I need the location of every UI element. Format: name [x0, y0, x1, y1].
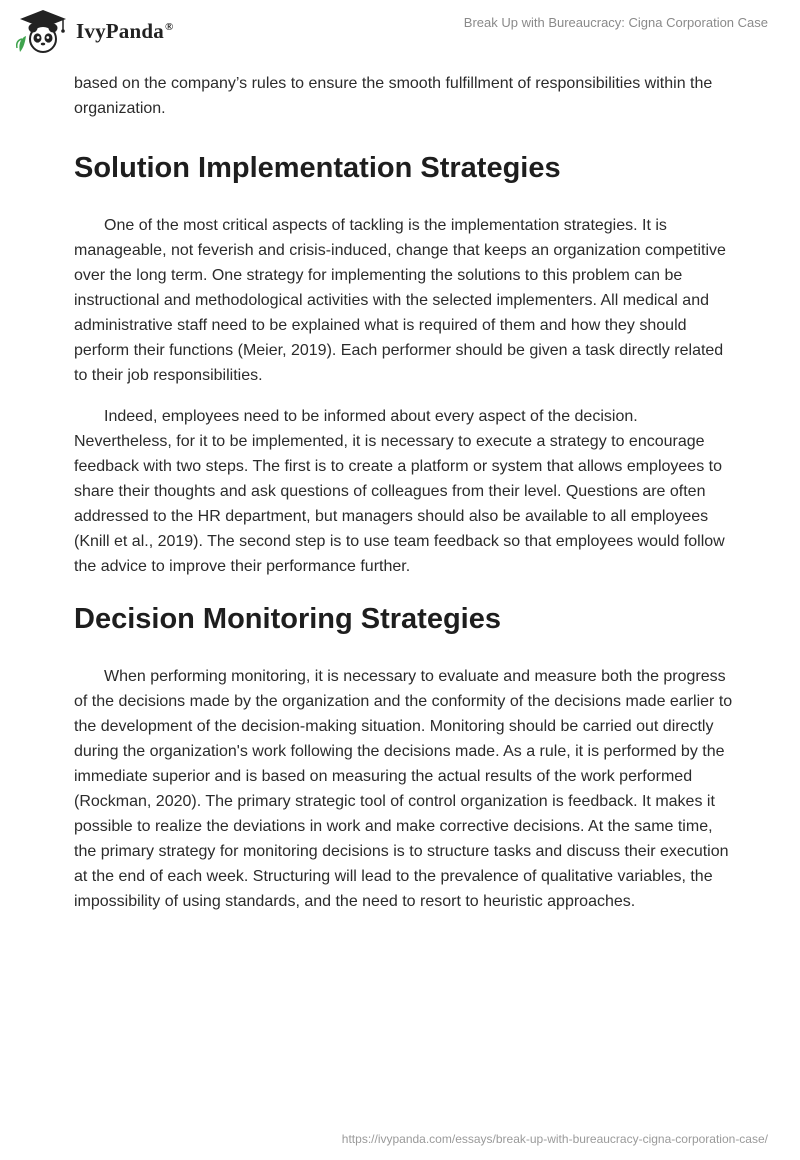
- ivypanda-logo[interactable]: [14, 8, 173, 54]
- page-header: [0, 0, 800, 60]
- paragraph: One of the most critical aspects of tackling is the implementation strategies. It is manageable, not feverish and crisis-induced, change that keeps an organization competitive over the long term. One strategy for implementing the solutions to this problem can be instructional and methodological activities with the selected implementers. All medical and administrative staff need to be explained what is required of them and how they should perform their functions (Meier, 2019). Each performer should be given a task directly related to their job responsibilities.: [74, 217, 726, 384]
- source-url[interactable]: https://ivypanda.com/essays/break-up-with-bureaucracy-cigna-corporation-case/: [341, 1132, 768, 1146]
- paragraph: Indeed, employees need to be informed about every aspect of the decision. Nevertheless, for it to be implemented, it is necessary to execute a strategy to encourage feedback with two steps. The first is to create a platform or system that allows employees to share their thoughts and ask questions of colleagues from their level. Questions are often addressed to the HR department, but managers should also be available to all employees (Knill et al., 2019). The second step is to use team feedback so that employees would follow the advice to improve their performance further.: [74, 408, 725, 575]
- document-title: Break Up with Bureaucracy: Cigna Corporation Case: [463, 15, 768, 30]
- essay-body: [74, 71, 734, 914]
- paragraph: When performing monitoring, it is necessary to evaluate and measure both the progress of the decisions made by the organization and the conformity of the decisions made earlier to the development of the decision-making situation. Monitoring should be carried out directly during the organization's work following the decisions made. As a rule, it is performed by the immediate superior and is based on measuring the actual results of the work performed (Rockman, 2020). The primary strategic tool of control organization is feedback. It makes it possible to realize the deviations in work and make corrective decisions. At the same time, the primary strategy for monitoring decisions is to structure tasks and discuss their execution at the end of each week. Structuring will lead to the prevalence of qualitative variables, the impossibility of using standards, and the need to resort to heuristic approaches.: [74, 668, 733, 910]
- registered-mark: ®: [164, 20, 174, 33]
- intro-paragraph-tail: based on the company’s rules to ensure the smooth fulfillment of responsibilities within the organization.: [74, 75, 713, 117]
- section-heading-monitoring: Decision Monitoring Strategies: [74, 603, 501, 635]
- brand-name: IvyPanda®: [76, 18, 174, 43]
- panda-graduate-icon: [14, 8, 72, 54]
- section-heading-implementation: Solution Implementation Strategies: [74, 152, 561, 184]
